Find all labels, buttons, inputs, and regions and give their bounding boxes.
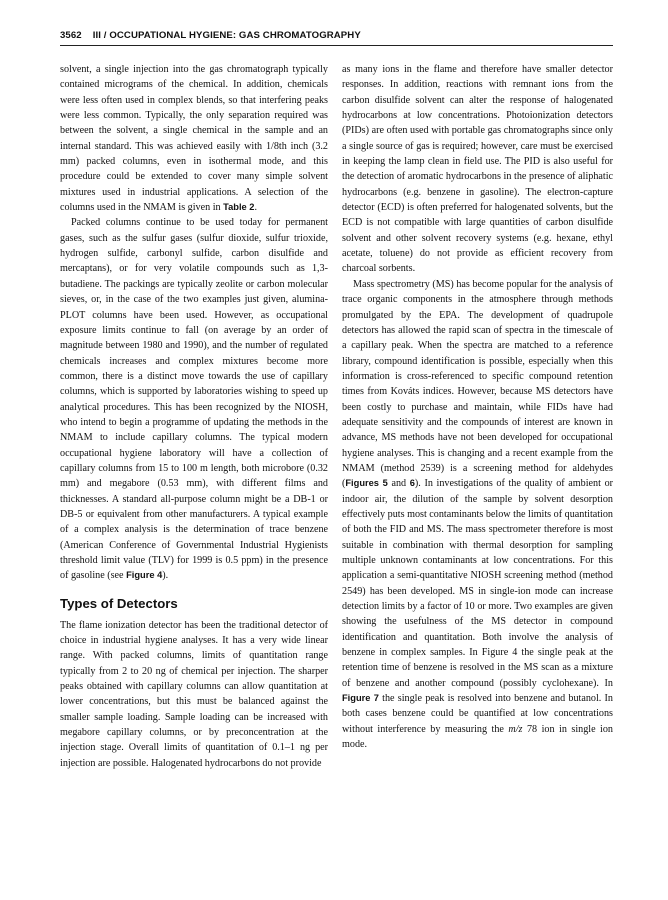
paragraph-mass-spectrometry [342, 277, 613, 753]
left-column [60, 62, 328, 771]
paragraph-text: ). In investigations of the quality of ambient or indoor air, the dilution of the sample by solvent desorption effectively puts most contaminants below the limits of quantitation of both the FID and MS. The mass spectrometer therefore is most suitable in combination with thermal desorption for sampling multiple unknown contaminants at low concentrations. For this application a semi-quantitative NIOSH screening method (method 2549) has been developed. MS in single-ion mode can increase detection limits by a factor of 10 or more. Two examples are given showing the usefulness of the MS detector in compound identification and quantitation. Both involve the analysis of benzene in complex samples. In Figure 4 the single peak at the retention time of benzene is resolved in the MS scan as a mixture of benzene and another compound (possibly cyclohexane). In [342, 478, 613, 689]
paragraph-text: and [387, 478, 410, 490]
paragraph-packed-columns [60, 215, 328, 583]
figure-7-link[interactable]: Figure 7 [342, 693, 379, 704]
paragraph-text: Packed columns continue to be used today for permanent gases, such as the sulfur gases (sulfur dioxide, sulfur trioxide, hydrogen sulfide, carbonyl sulfide, carbon disulfide and mercaptans), or for very volatile compounds such as 1,3-butadiene. The packings are typically zeolite or carbon molecular sieves, or, in the case of the two examples just given, alumina-PLOT columns have been used. However, as occupational exposure limits continue to fall (on average by an order of magnitude between 1980 and 1990), and the number of regulated chemicals increases and complex mixtures become more common, there is a distinct move towards the use of capillary columns, which is supported by laboratories wishing to speed up analytical procedures. This has been recognized by the NIOSH, who intend to begin a programme of updating the methods in the NMAM to include capillary columns. The typical modern occupational hygiene laboratory will have a collection of capillary columns from 15 to 100 m length, both microbore (0.32 mm) and megabore (0.53 mm), with different films and thicknesses. A standard all-purpose column might be a DB-1 or DB-5 or equivalent from other manufacturers. A typical example of a complex analysis is the determination of trace benzene (American Conference of Governmental Industrial Hygienists threshold limit value (TLV) for 1999 is 0.5 ppm) in the presence of gasoline (see [60, 217, 328, 582]
header-rule [60, 45, 613, 46]
paragraph-text: Mass spectrometry (MS) has become popular for the analysis of trace organic components in the atmosphere through methods promulgated by the EPA. The development of quadrupole detectors has allowed the rapid scan of spectra in the timescale of a capillary peak. When the spectra are matched to a reference library, compound identification is possible, especially when this information is cross-referenced to specific compound retention times from Kováts indices. However, because MS detectors have been costly to purchase and maintain, while FIDs have had adequate sensitivity and the compounds of interest are known in advance, MS methods have not been developed for occupational hygiene analyses. This is changing and a recent example from the NMAM (method 2539) is a screening method for aldehydes ( [342, 278, 613, 490]
right-column [342, 62, 613, 752]
figure-6-link[interactable]: 6 [409, 478, 415, 489]
page-number: 3562 [60, 30, 82, 41]
figure-5-link[interactable]: Figures 5 [345, 478, 388, 489]
paragraph-text: ). [162, 570, 169, 582]
running-title: III / OCCUPATIONAL HYGIENE: GAS CHROMATOGRAPHY [92, 30, 361, 41]
paragraph-text: solvent, a single injection into the gas chromatograph typically contained micrograms of the chemical. In addition, chemicals were less often used in complex blends, so that interfering peaks were less common. Typically, the only separation required was between the solvent, a single chemical in the sample and an internal standard. This was achieved easily with 1/8th inch (3.2 mm) packed columns, even in isothermal mode, and this procedure could be extended to cover many simple solvent mixtures used in industrial applications. A selection of the columns used in the NMAM is given in [60, 64, 328, 214]
figure-4-link[interactable]: Figure 4 [126, 570, 163, 581]
mz-symbol: m/z [508, 723, 523, 735]
running-head [60, 30, 614, 41]
paragraph-solvent-injection [60, 62, 328, 215]
table-2-link[interactable]: Table 2 [223, 202, 255, 213]
paragraph-text: the single peak is resolved into benzene and butanol. In both cases benzene could be quantified at low concentrations without interference by measuring the [342, 693, 613, 735]
paragraph-detector-responses: as many ions in the flame and therefore have smaller detector responses. In addition, reactions with remnant ions from the carbon disulfide solvent can alter the response of halogenated hydrocarbons at low concentrations. Photoionization detectors (PIDs) are often used with portable gas chromatographs since only a single source of gas is required; however, care must be exercised in keeping the lamp clean in field use. The PID is also useful for the detection of aromatic hydrocarbons in the presence of aliphatic hydrocarbons (e.g. benzene in gasoline). The electron-capture detector (ECD) is often preferred for halogenated solvents, but the ECD is not compatible with large quantities of carbon disulfide solvent and other solvent recovery systems (e.g. hexane, ethyl acetate, toluene) do not provide as efficient recovery from charcoal sorbents. [342, 64, 613, 275]
section-heading-types-of-detectors: Types of Detectors [60, 595, 178, 611]
paragraph-text: . [254, 202, 258, 214]
paragraph-text: 78 ion in single ion mode. [342, 723, 613, 751]
paragraph-flame-ionization: The flame ionization detector has been the traditional detector of choice in industrial hygiene analyses. It has a very wide linear range. With packed columns, limits of quantitation range typically from 2 to 20 ng of chemical per injection. The sharper peaks obtained with capillary columns can allow quantitation at lower concentrations, but this must be balanced against the smaller sample loading. Sample loading can be increased with megabore capillary columns, or by preconcentration at the injection stage. Overall limits of quantitation of 0.1–1 ng per injection are possible. Halogenated hydrocarbons do not provide [60, 619, 328, 769]
